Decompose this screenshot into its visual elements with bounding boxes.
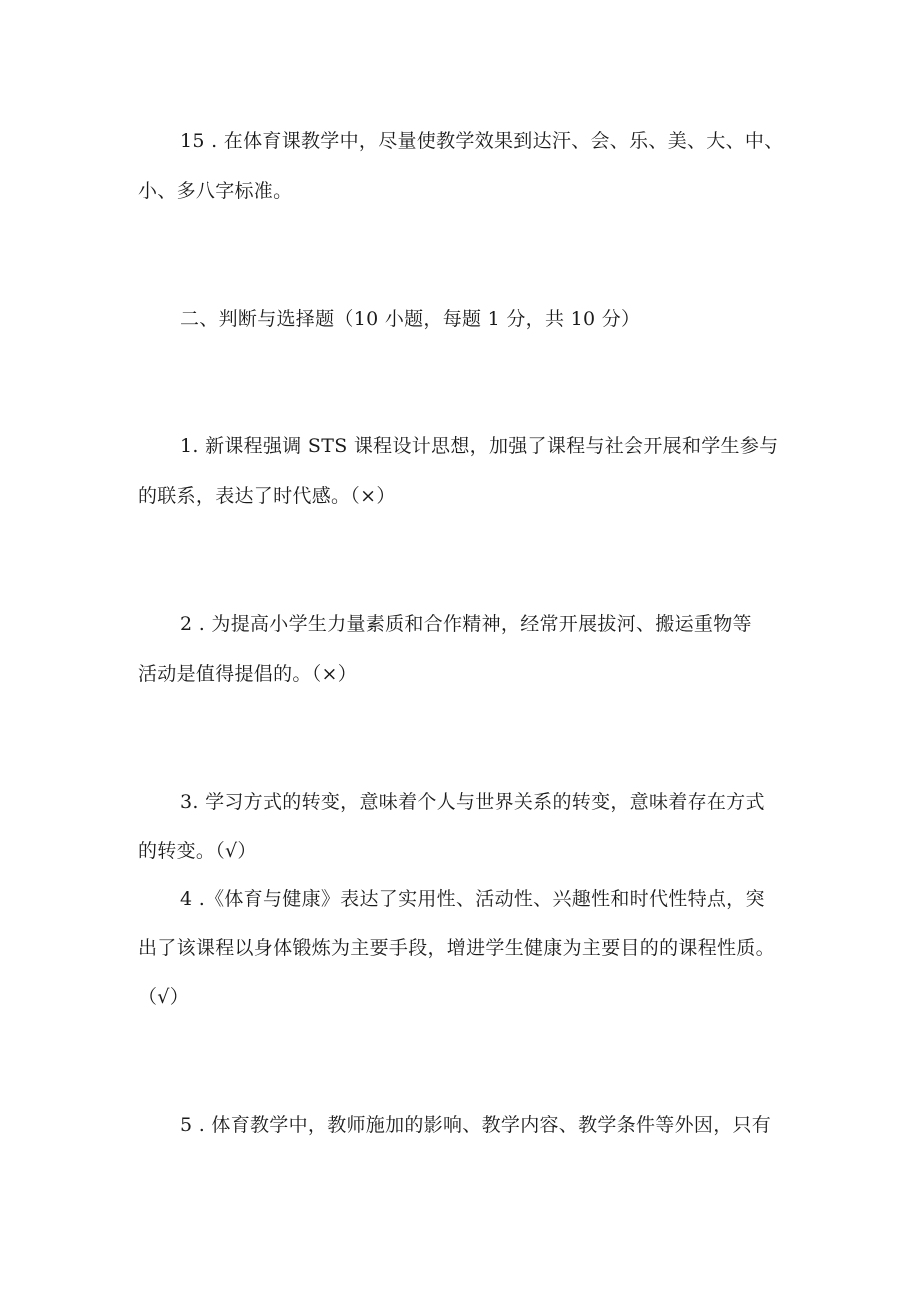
- judgment-4-line-1: 4 .《体育与健康》表达了实用性、活动性、兴趣性和时代性特点，突: [180, 888, 765, 910]
- question-15-line-2: 小、多八字标准。: [138, 180, 293, 202]
- question-15-line-1: 15 . 在体育课教学中，尽量使教学效果到达汗、会、乐、美、大、中、: [180, 130, 784, 152]
- section-heading-text: 二、判断与选择题（10 小题，每题 1 分，共 10 分）: [180, 308, 641, 330]
- judgment-3-line-2: 的转变。（√）: [138, 840, 257, 862]
- judgment-5-line-1: 5 . 体育教学中，教师施加的影响、教学内容、教学条件等外因，只有: [180, 1114, 772, 1136]
- judgment-1-line-1: 1. 新课程强调 STS 课程设计思想，加强了课程与社会开展和学生参与: [180, 435, 779, 457]
- judgment-1-line-2: 的联系，表达了时代感。（×）: [138, 485, 396, 507]
- judgment-3-line-1: 3. 学习方式的转变，意味着个人与世界关系的转变，意味着存在方式: [180, 791, 765, 813]
- judgment-4-line-3: （√）: [138, 986, 190, 1008]
- judgment-2-line-1: 2 . 为提高小学生力量素质和合作精神，经常开展拔河、搬运重物等: [180, 613, 752, 635]
- judgment-2-line-2: 活动是值得提倡的。（×）: [138, 663, 358, 685]
- judgment-4-line-2: 出了该课程以身体锻炼为主要手段，增进学生健康为主要目的的课程性质。: [138, 937, 775, 959]
